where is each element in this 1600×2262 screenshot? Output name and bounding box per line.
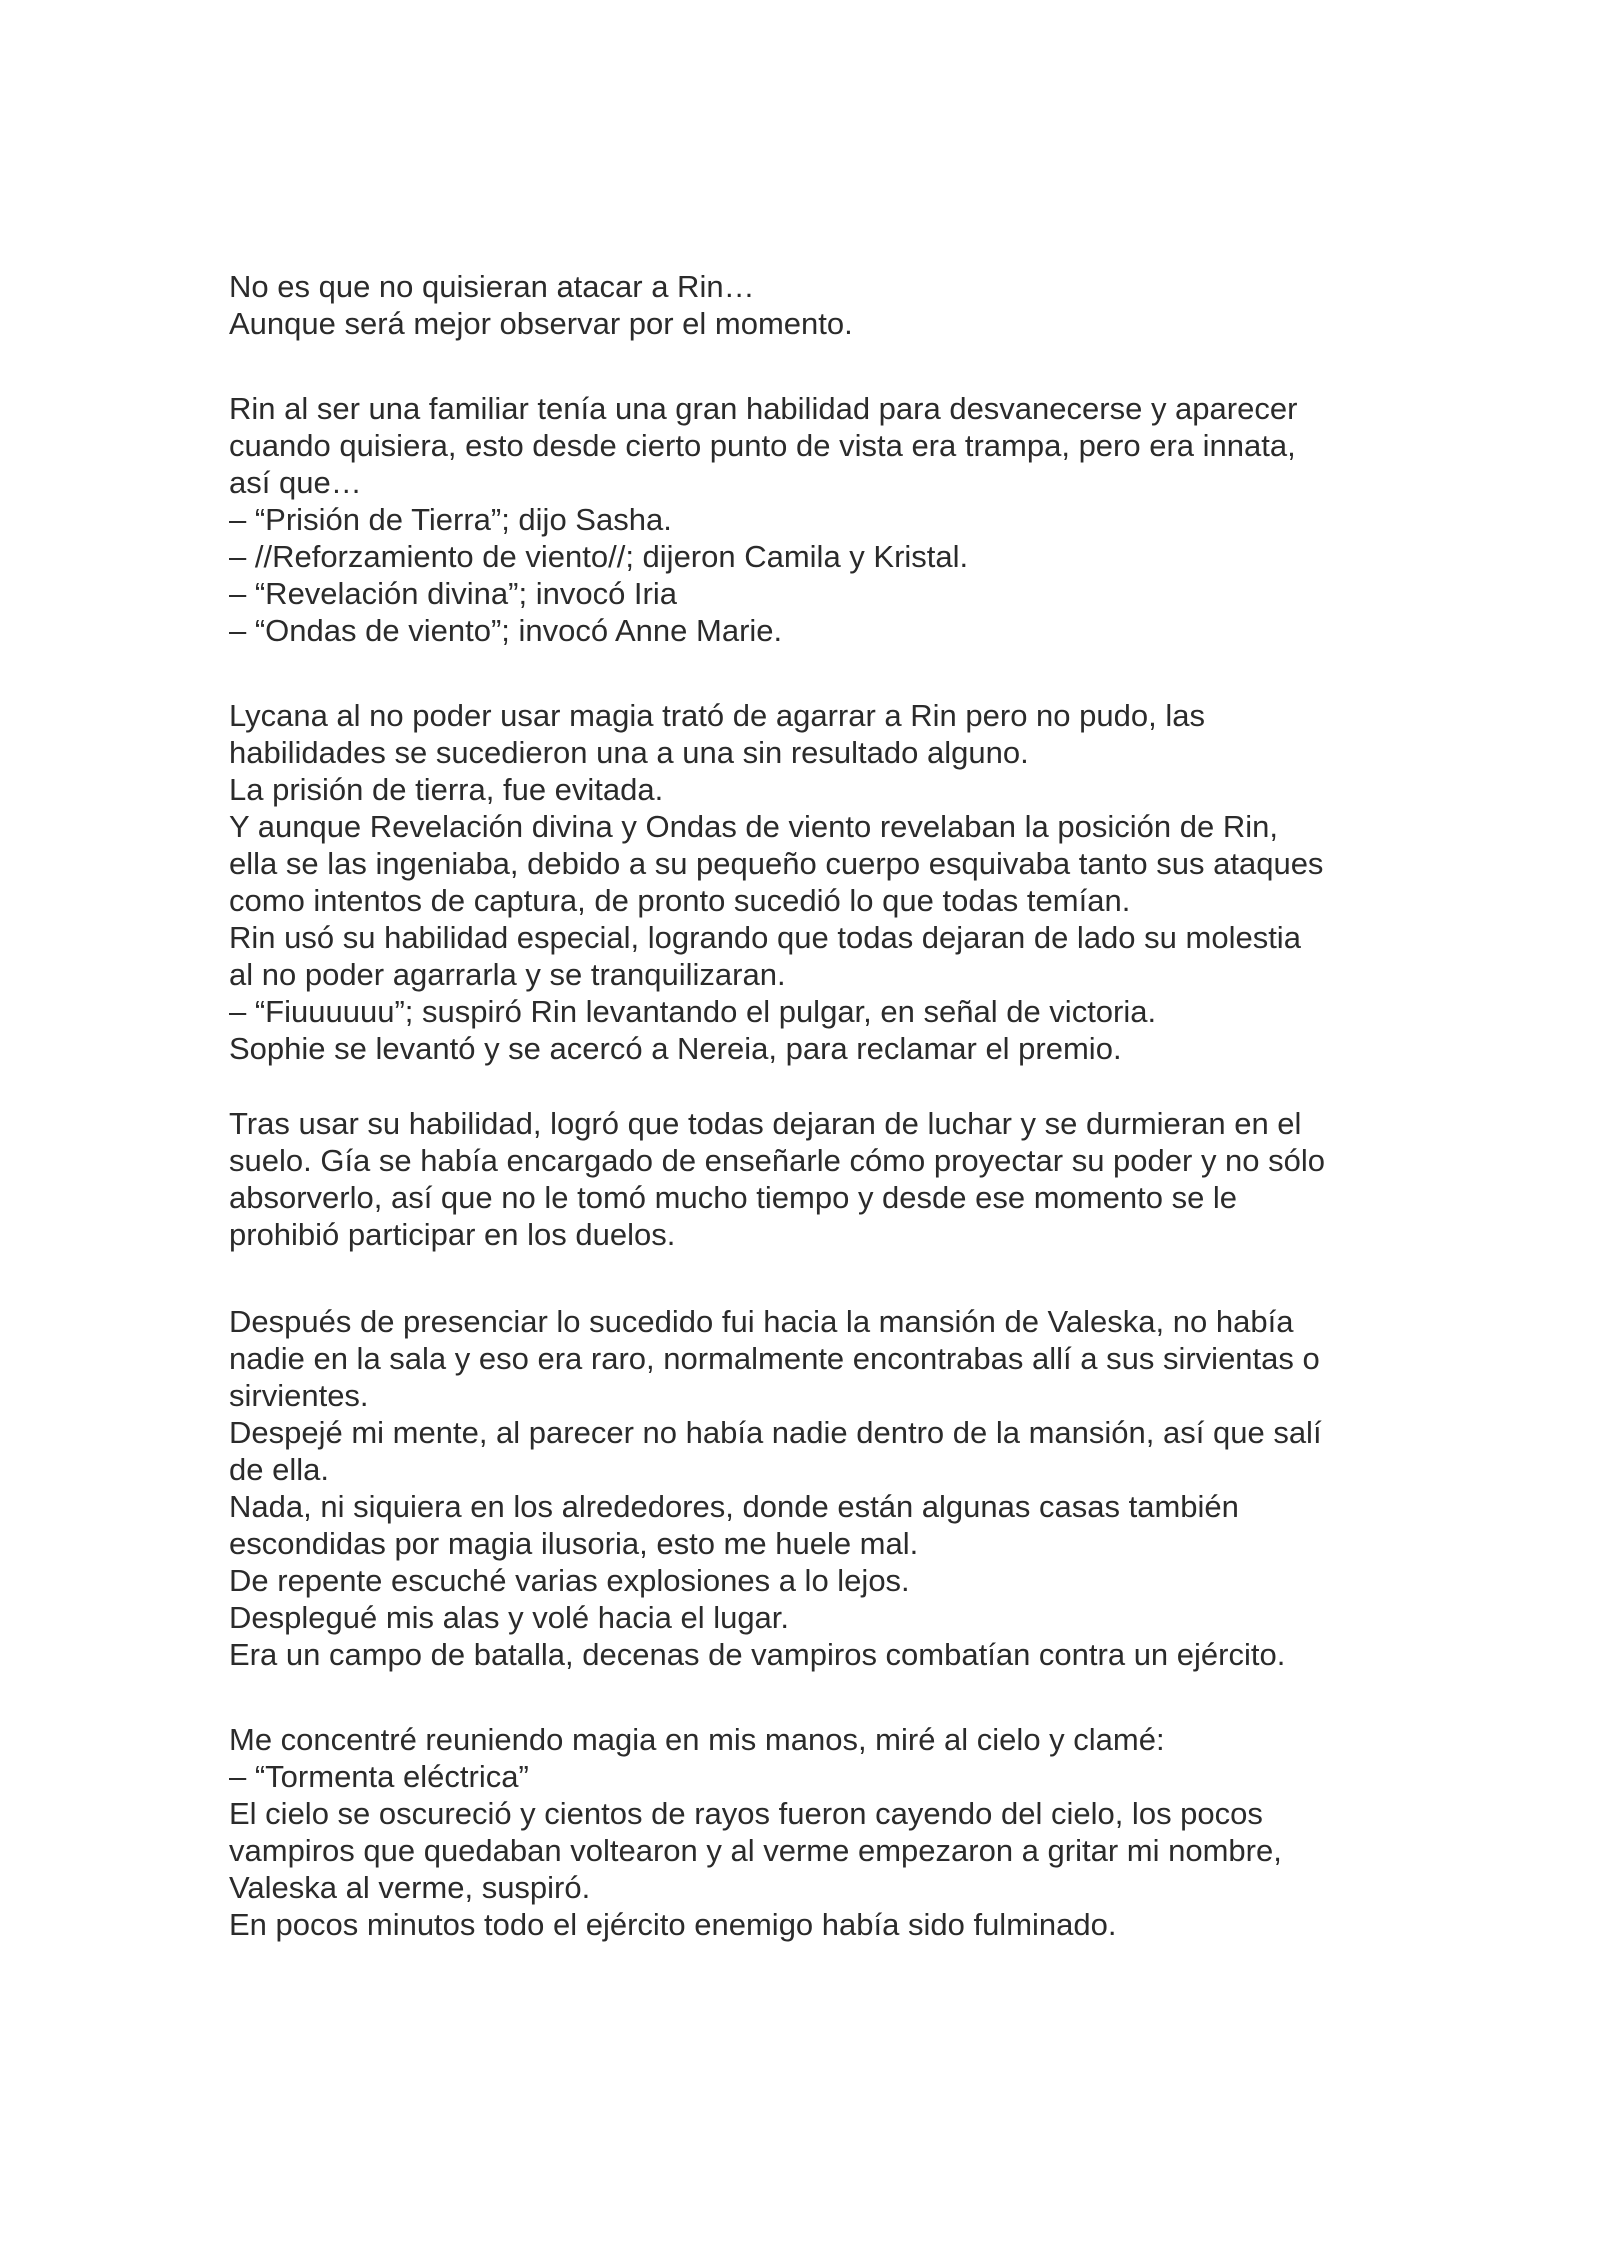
- text-line: La prisión de tierra, fue evitada.: [229, 772, 664, 807]
- text-line: Valeska al verme, suspiró.: [229, 1870, 591, 1905]
- paragraph-2: [229, 390, 1409, 649]
- text-line: cuando quisiera, esto desde cierto punto de vista era trampa, pero era innata,: [229, 428, 1296, 463]
- text-line: así que…: [229, 465, 362, 500]
- text-line: Era un campo de batalla, decenas de vampiros combatían contra un ejército.: [229, 1637, 1286, 1672]
- paragraph-3: [229, 697, 1409, 1067]
- text-line: Tras usar su habilidad, logró que todas dejaran de luchar y se durmieran en el: [229, 1106, 1302, 1141]
- text-line: sirvientes.: [229, 1378, 369, 1413]
- dialogue-line: – “Tormenta eléctrica”: [229, 1759, 529, 1794]
- text-line: Rin al ser una familiar tenía una gran habilidad para desvanecerse y aparecer: [229, 391, 1298, 426]
- text-line: nadie en la sala y eso era raro, normalmente encontrabas allí a sus sirvientas o: [229, 1341, 1320, 1376]
- text-line: habilidades se sucedieron una a una sin resultado alguno.: [229, 735, 1029, 770]
- text-line: al no poder agarrarla y se tranquilizaran.: [229, 957, 786, 992]
- paragraph-1: [229, 268, 1409, 342]
- text-line: Nada, ni siquiera en los alrededores, donde están algunas casas también: [229, 1489, 1239, 1524]
- dialogue-line: – “Fiuuuuuu”; suspiró Rin levantando el pulgar, en señal de victoria.: [229, 994, 1157, 1029]
- text-line: Después de presenciar lo sucedido fui hacia la mansión de Valeska, no había: [229, 1304, 1294, 1339]
- text-line: Desplegué mis alas y volé hacia el lugar.: [229, 1600, 790, 1635]
- text-line: como intentos de captura, de pronto sucedió lo que todas temían.: [229, 883, 1131, 918]
- paragraph-6: [229, 1721, 1409, 1943]
- dialogue-line: – “Ondas de viento”; invocó Anne Marie.: [229, 613, 783, 648]
- text-line: ella se las ingeniaba, debido a su pequeño cuerpo esquivaba tanto sus ataques: [229, 846, 1324, 881]
- dialogue-line: – “Revelación divina”; invocó Iria: [229, 576, 677, 611]
- dialogue-line: – “Prisión de Tierra”; dijo Sasha.: [229, 502, 672, 537]
- text-line: prohibió participar en los duelos.: [229, 1217, 676, 1252]
- text-line: De repente escuché varias explosiones a lo lejos.: [229, 1563, 910, 1598]
- text-line: Y aunque Revelación divina y Ondas de viento revelaban la posición de Rin,: [229, 809, 1278, 844]
- text-line: Lycana al no poder usar magia trató de agarrar a Rin pero no pudo, las: [229, 698, 1205, 733]
- text-line: Rin usó su habilidad especial, logrando que todas dejaran de lado su molestia: [229, 920, 1301, 955]
- text-line: de ella.: [229, 1452, 329, 1487]
- text-line: Me concentré reuniendo magia en mis manos, miré al cielo y clamé:: [229, 1722, 1165, 1757]
- text-line: vampiros que quedaban voltearon y al verme empezaron a gritar mi nombre,: [229, 1833, 1282, 1868]
- text-line: absorverlo, así que no le tomó mucho tiempo y desde ese momento se le: [229, 1180, 1238, 1215]
- paragraph-5: [229, 1303, 1409, 1673]
- text-line: Sophie se levantó y se acercó a Nereia, para reclamar el premio.: [229, 1031, 1122, 1066]
- text-line: El cielo se oscureció y cientos de rayos fueron cayendo del cielo, los pocos: [229, 1796, 1263, 1831]
- text-line: Aunque será mejor observar por el momento.: [229, 306, 853, 341]
- text-line: Despejé mi mente, al parecer no había nadie dentro de la mansión, así que salí: [229, 1415, 1322, 1450]
- text-line: escondidas por magia ilusoria, esto me huele mal.: [229, 1526, 919, 1561]
- dialogue-line: – //Reforzamiento de viento//; dijeron Camila y Kristal.: [229, 539, 969, 574]
- text-line: En pocos minutos todo el ejército enemigo había sido fulminado.: [229, 1907, 1117, 1942]
- text-line: No es que no quisieran atacar a Rin…: [229, 269, 755, 304]
- paragraph-4: [229, 1105, 1409, 1253]
- text-line: suelo. Gía se había encargado de enseñarle cómo proyectar su poder y no sólo: [229, 1143, 1326, 1178]
